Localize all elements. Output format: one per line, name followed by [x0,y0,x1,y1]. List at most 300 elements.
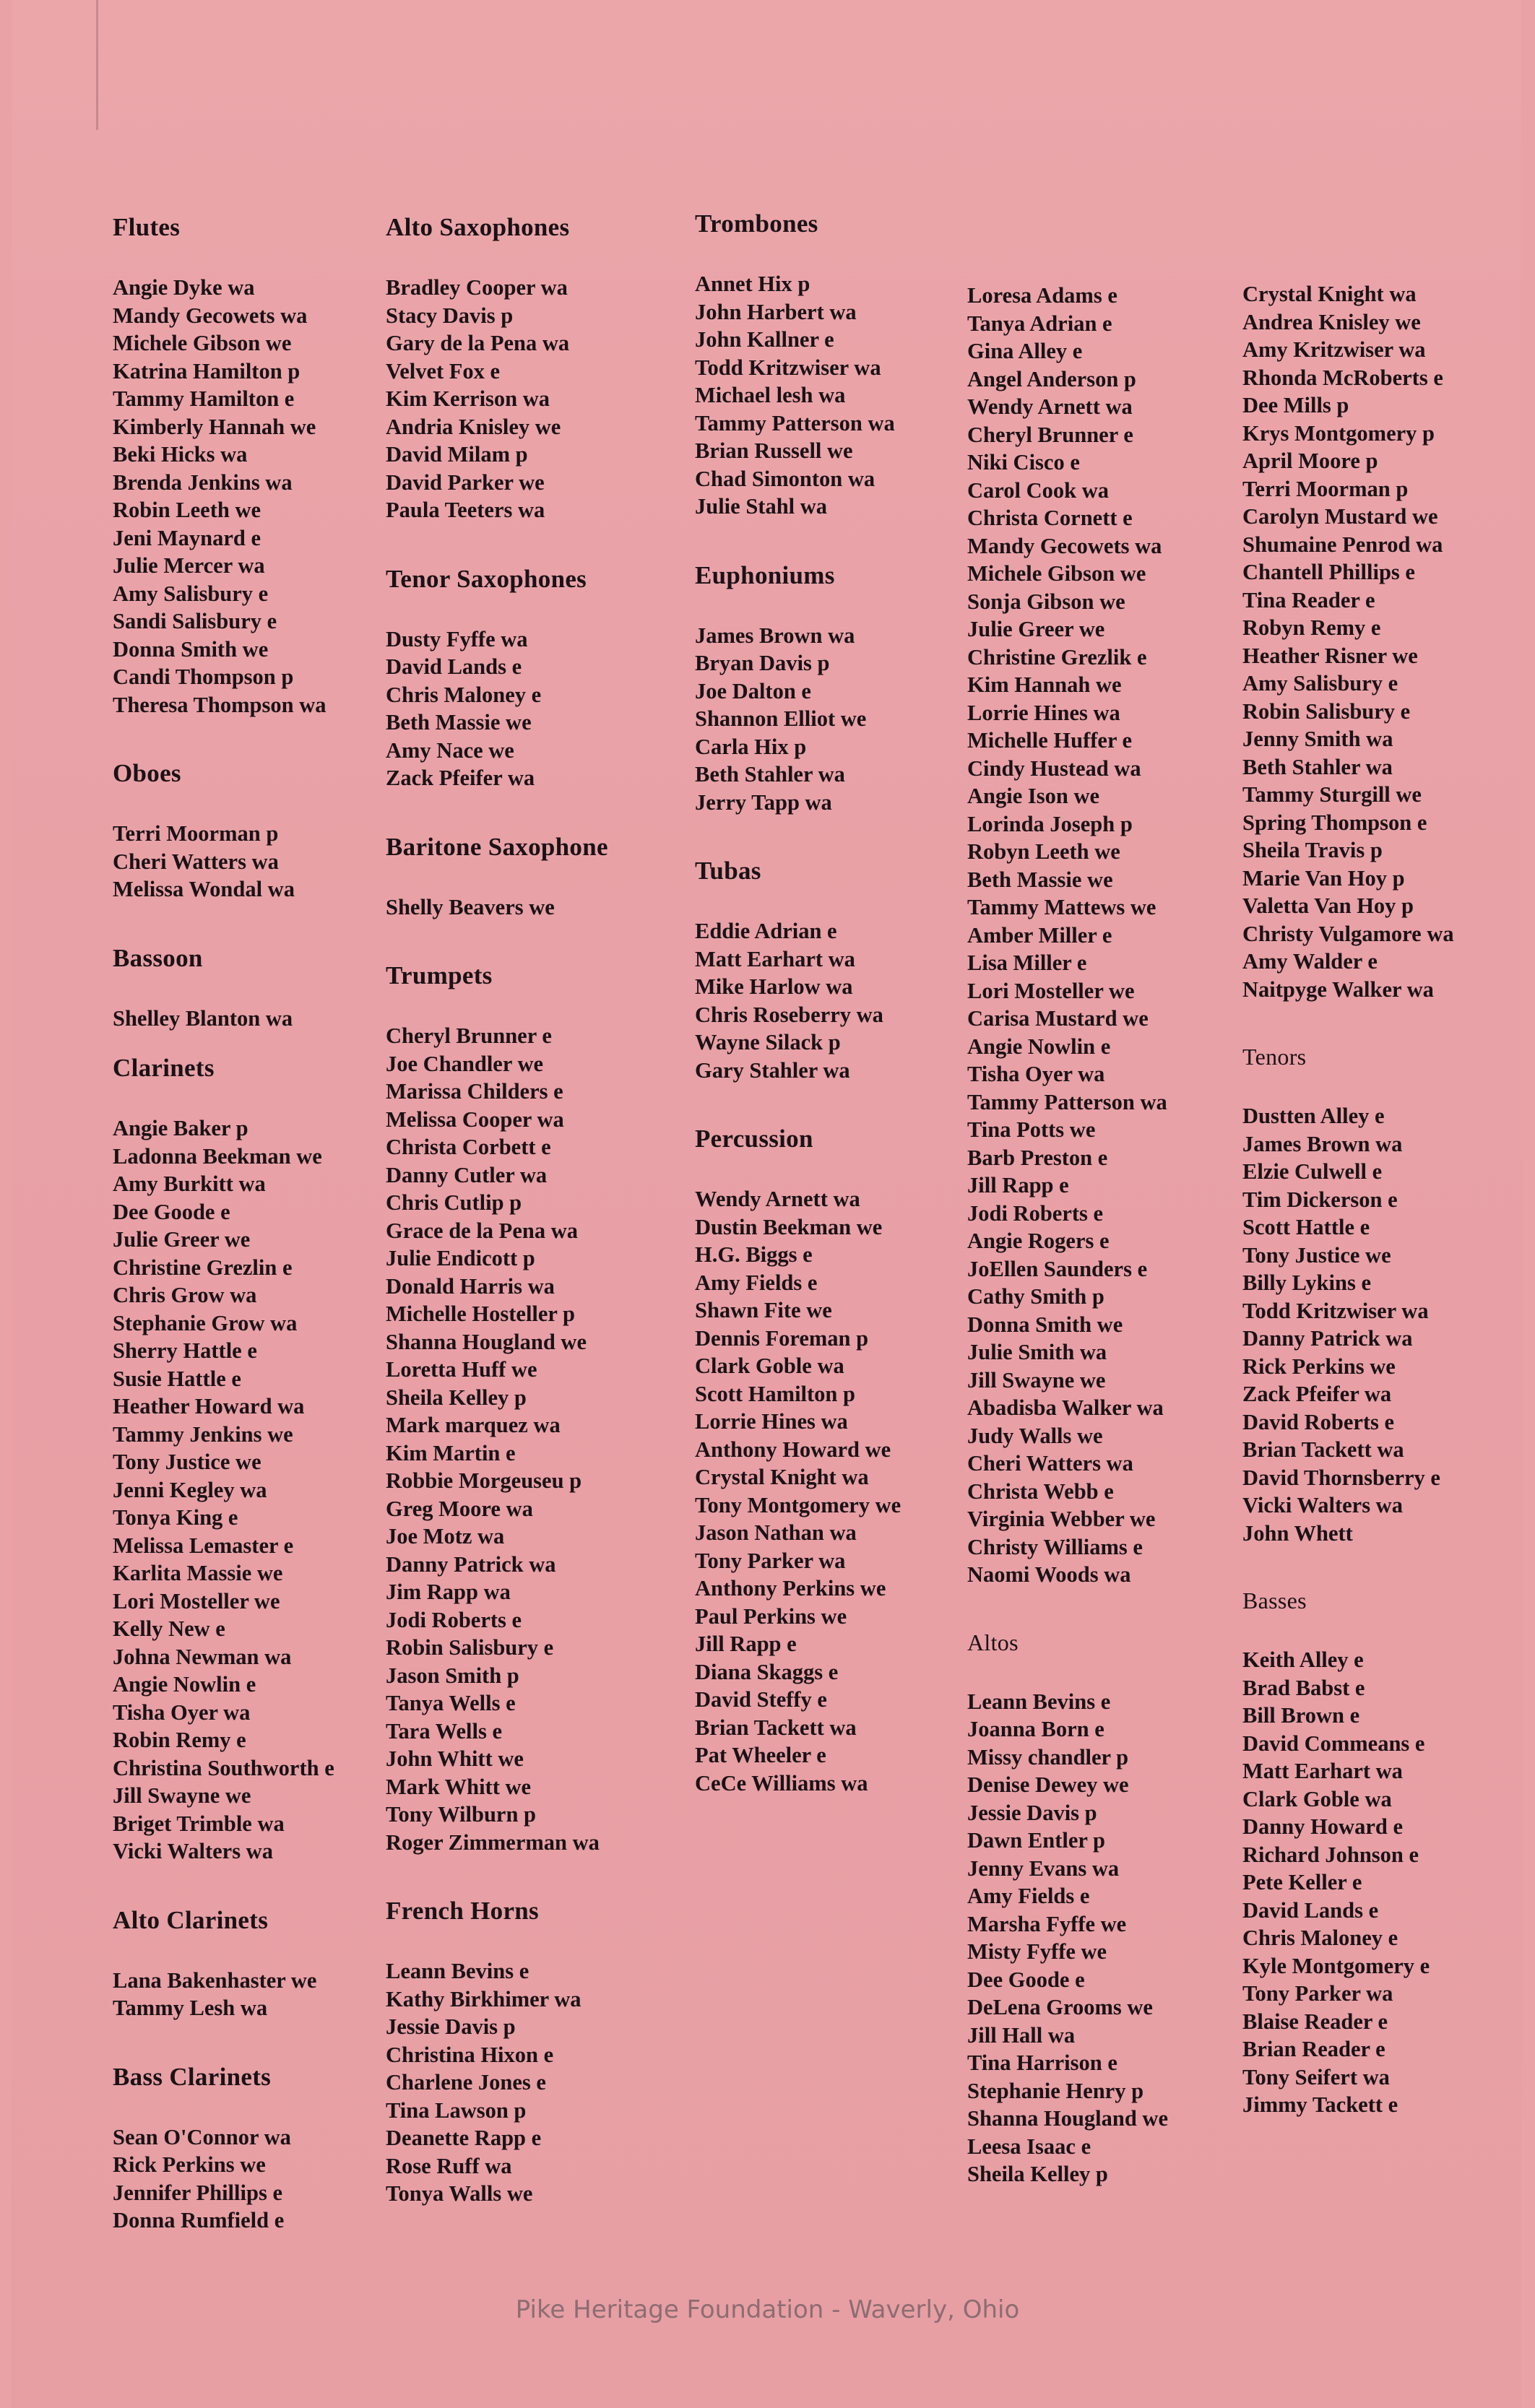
roster-name: Cheri Watters wa [967,1451,1133,1476]
roster-name: Lorinda Joseph p [967,811,1133,836]
roster-name: Tammy Hamilton e [113,386,295,411]
roster-name: Niki Cisco e [967,450,1080,475]
roster-name: Tammy Lesh wa [113,1996,268,2020]
roster-name: Christy Vulgamore wa [1242,921,1454,946]
name-list [695,270,977,521]
roster-name: Judy Walls we [967,1423,1103,1448]
column-2 [386,213,689,2208]
roster-name: Jason Nathan wa [695,1520,857,1545]
roster-name: Danny Patrick wa [1242,1326,1413,1351]
roster-name: David Roberts e [1242,1409,1395,1434]
roster-name: John Whitt we [386,1746,524,1771]
roster-name: Cheryl Brunner e [967,422,1133,447]
roster-name: Wendy Arnett wa [967,394,1133,419]
roster-name: Clark Goble wa [695,1354,844,1378]
roster-name: Sheila Kelley p [386,1385,527,1410]
roster-name: Julie Greer we [967,617,1105,641]
section-bass-clarinets [113,2063,387,2235]
roster-name: Tammy Mattews we [967,895,1156,919]
roster-name: Gary Stahler wa [695,1057,850,1083]
roster-name: Tony Justice we [113,1450,261,1474]
section-heading: Alto Clarinets [113,1905,269,1934]
roster-name: Candi Thompson p [113,664,294,689]
roster-name: Kelly New e [113,1616,225,1641]
roster-name: April Moore p [1242,449,1378,473]
roster-name: Scott Hamilton p [695,1381,855,1406]
roster-name: Misty Fyffe we [967,1939,1107,1964]
roster-name: Crystal Knight wa [695,1465,869,1489]
roster-name: Jessie Davis p [967,1800,1097,1825]
section-oboes [113,759,387,904]
roster-name: Tisha Oyer wa [967,1062,1105,1086]
roster-name: Terri Moorman p [1242,476,1409,501]
roster-name: Jill Rapp e [695,1632,797,1656]
name-list [386,893,689,922]
section-heading: Tubas [695,857,761,885]
section-sopranos [967,282,1253,1589]
roster-name: Mark marquez wa [386,1413,561,1437]
roster-name: Lisa Miller e [967,950,1087,975]
roster-name: Lori Mosteller we [113,1588,280,1614]
roster-name: Joe Chandler we [386,1051,544,1076]
column-1 [113,213,387,2235]
roster-name: Chad Simonton wa [695,466,875,491]
roster-name: Eddie Adrian e [695,919,837,943]
name-list [113,1005,387,1033]
roster-name: Deanette Rapp e [386,2126,542,2150]
roster-name: Greg Moore wa [386,1496,533,1521]
roster-sheet [12,0,1521,2408]
roster-name: Danny Patrick wa [386,1551,556,1577]
name-list [113,820,387,904]
roster-name: Michael lesh wa [695,383,846,407]
roster-name: Christa Cornett e [967,506,1133,530]
roster-name: Beki Hicks wa [113,442,248,467]
roster-name: Michele Gibson we [967,561,1146,586]
roster-name: Shelley Blanton wa [113,1005,293,1031]
roster-name: Sean O'Connor wa [113,2124,291,2149]
roster-name: Tammy Jenkins we [113,1421,293,1447]
roster-name: Tina Reader e [1242,587,1375,612]
roster-name: Tony Parker wa [695,1548,846,1573]
roster-name: Donna Smith we [967,1312,1123,1337]
roster-name: Joe Dalton e [695,678,811,703]
roster-name: JoEllen Saunders e [967,1256,1148,1281]
roster-name: Michelle Huffer e [967,728,1133,753]
roster-name: Tony Seifert wa [1242,2064,1390,2089]
section-trumpets [386,961,689,1856]
roster-name: Sandi Salisbury e [113,609,277,633]
roster-name: Leann Bevins e [967,1689,1111,1714]
roster-name: David Milam p [386,442,528,467]
roster-name: Denise Dewey we [967,1772,1129,1797]
roster-name: Keith Alley e [1242,1647,1364,1672]
roster-name: Mike Harlow wa [695,974,853,999]
name-list [695,622,977,817]
name-list [695,1185,977,1797]
roster-name: Tammy Patterson wa [695,410,895,436]
footer-credit: Pike Heritage Foundation - Waverly, Ohio [515,2295,1020,2324]
roster-name: Donna Smith we [113,636,269,662]
roster-name: Naomi Woods wa [967,1562,1131,1587]
section-french-horns [386,1897,689,2208]
roster-name: Amy Fields e [695,1270,818,1295]
roster-name: Tisha Oyer wa [113,1699,251,1725]
roster-name: Joe Motz wa [386,1524,505,1549]
roster-name: Danny Cutler wa [386,1162,548,1187]
name-list [386,1957,689,2208]
roster-name: Dustin Beekman we [695,1214,883,1239]
name-list [386,625,689,792]
roster-name: Annet Hix p [695,272,810,296]
roster-name: David Lands e [1242,1897,1379,1923]
section-heading: Bassoon [113,943,203,972]
roster-name: Jenny Smith wa [1242,727,1393,751]
section-baritone-saxophone [386,833,689,922]
roster-name: Roger Zimmerman wa [386,1829,600,1855]
roster-name: Carolyn Mustard we [1242,504,1438,529]
roster-name: Michele Gibson we [113,331,292,355]
roster-name: Amy Kritzwiser wa [1242,337,1426,362]
section-flutes [113,213,387,719]
roster-name: Julie Smith wa [967,1340,1107,1364]
roster-name: Shelly Beavers we [386,894,555,919]
roster-name: Scott Hattle e [1242,1215,1370,1239]
roster-name: Christa Corbett e [386,1135,551,1159]
roster-name: Donna Rumfield e [113,2208,285,2232]
section-alto-clarinets [113,1906,387,2022]
roster-name: Grace de la Pena wa [386,1218,578,1243]
roster-name: Cheryl Brunner e [386,1023,552,1048]
section-trombones [695,209,977,521]
roster-name: Bradley Cooper wa [386,275,568,300]
roster-name: Bryan Davis p [695,651,830,675]
roster-name: Loresa Adams e [967,283,1117,308]
roster-name: Cheri Watters wa [113,849,279,874]
section-heading: Basses [1242,1588,1307,1614]
roster-name: Zack Pfeifer wa [1242,1382,1392,1406]
roster-name: Tina Potts we [967,1117,1096,1142]
roster-name: Kimberly Hannah we [113,414,316,439]
roster-name: Tara Wells e [386,1718,502,1744]
roster-name: Brian Tackett wa [1242,1437,1404,1462]
roster-name: Heather Howard wa [113,1394,305,1419]
roster-name: Tony Montgomery we [695,1492,901,1517]
roster-name: Leesa Isaac e [967,2134,1091,2159]
roster-name: Brian Reader e [1242,2037,1385,2061]
roster-name: Lana Bakenhaster we [113,1967,317,1993]
roster-name: Tim Dickerson e [1242,1187,1398,1212]
roster-name: Danny Howard e [1242,1814,1403,1839]
roster-name: Shanna Hougland we [386,1329,587,1354]
roster-name: Angie Dyke wa [113,275,255,300]
roster-name: Charlene Jones e [386,2070,546,2095]
name-list [386,1022,689,1856]
roster-name: Rick Perkins we [1242,1354,1396,1379]
roster-name: Amy Burkitt wa [113,1171,266,1196]
roster-name: Jessie Davis p [386,2014,516,2039]
roster-name: Carol Cook wa [967,477,1110,503]
roster-name: Vicki Walters wa [113,1839,273,1863]
roster-name: Sheila Travis p [1242,838,1383,862]
roster-name: Todd Kritzwiser wa [695,355,881,380]
roster-name: Mandy Gecowets wa [967,533,1162,558]
roster-name: CeCe Williams wa [695,1770,868,1796]
section-heading: Clarinets [113,1054,215,1082]
roster-name: Zack Pfeifer wa [386,766,535,790]
section-heading: Flutes [113,213,181,241]
roster-name: David Parker we [386,469,545,495]
roster-name: Briget Trimble wa [113,1811,285,1836]
roster-name: Gina Alley e [967,339,1083,363]
roster-name: Virginia Webber we [967,1507,1156,1531]
roster-name: Shumaine Penrod wa [1242,532,1443,557]
roster-name: Beth Massie we [967,867,1113,892]
roster-name: Susie Hattle e [113,1366,241,1391]
section-heading: French Horns [386,1897,539,1925]
section-basses [1242,1588,1531,2119]
roster-name: Shanna Hougland we [967,2106,1168,2131]
roster-name: Jodi Roberts e [967,1200,1104,1226]
roster-name: Wayne Silack p [695,1030,841,1054]
section-heading: Alto Saxophones [386,213,570,241]
roster-name: Shannon Elliot we [695,706,867,731]
roster-name: Tony Parker wa [1242,1981,1393,2006]
roster-name: Chris Maloney e [386,682,542,707]
roster-name: Missy chandler p [967,1744,1129,1770]
roster-name: Christine Grezlin e [113,1255,293,1280]
section-heading: Trumpets [386,961,493,989]
roster-name: Anthony Perkins we [695,1576,886,1601]
roster-name: Jodi Roberts e [386,1607,522,1632]
section-clarinets [113,1054,387,1866]
roster-name: David Lands e [386,654,522,679]
roster-name: Amy Walder e [1242,949,1378,974]
roster-name: Dee Mills p [1242,393,1349,417]
roster-name: Julie Endicott p [386,1246,535,1270]
section-tenor-saxophones [386,565,689,792]
roster-name: Angel Anderson p [967,366,1136,391]
roster-name: Dennis Foreman p [695,1325,869,1351]
roster-name: Heather Risner we [1242,643,1418,668]
section-sopranos-continued [1242,280,1531,1003]
roster-name: Tony Wilburn p [386,1802,536,1827]
roster-name: Diana Skaggs e [695,1659,839,1684]
section-heading: Tenors [1242,1044,1307,1070]
roster-name: Marsha Fyffe we [967,1911,1127,1936]
roster-name: Michelle Hosteller p [386,1302,576,1326]
roster-name: Vicki Walters wa [1242,1493,1403,1517]
roster-name: John Whett [1242,1520,1353,1546]
roster-name: Jill Hall wa [967,2022,1076,2048]
roster-name: Pat Wheeler e [695,1743,826,1767]
roster-name: Robyn Leeth we [967,839,1120,864]
roster-name: Leann Bevins e [386,1959,529,1983]
roster-name: Tony Justice we [1242,1242,1391,1268]
roster-name: Kim Martin e [386,1440,516,1465]
section-heading: Trombones [695,209,818,238]
roster-name: Christy Williams e [967,1534,1143,1559]
name-list [1242,280,1531,1003]
name-list [1242,1646,1531,2119]
roster-name: Brian Tackett wa [695,1715,857,1740]
roster-name: Dawn Entler p [967,1828,1105,1853]
name-list [967,282,1253,1589]
roster-name: Robyn Remy e [1242,615,1381,640]
roster-name: Stephanie Henry p [967,2078,1144,2103]
roster-name: Naitpyge Walker wa [1242,976,1434,1002]
roster-name: Chantell Phillips e [1242,560,1415,584]
roster-name: Angie Rogers e [967,1229,1110,1253]
name-list [1242,1102,1531,1547]
roster-name: Anthony Howard we [695,1437,891,1462]
roster-name: Amber Miller e [967,922,1112,948]
roster-name: Brad Babst e [1242,1675,1365,1700]
roster-name: Rhonda McRoberts e [1242,365,1443,390]
roster-name: Rose Ruff wa [386,2153,512,2178]
name-list [967,1688,1253,2188]
roster-name: Jill Swayne we [967,1367,1106,1393]
roster-name: Richard Johnson e [1242,1842,1419,1867]
roster-name: Pete Keller e [1242,1870,1362,1894]
roster-name: Melissa Cooper wa [386,1106,564,1132]
roster-name: Christina Southworth e [113,1755,334,1780]
roster-name: Paul Perkins we [695,1603,847,1629]
section-heading: Oboes [113,759,181,787]
roster-name: Robin Salisbury e [1242,698,1411,724]
section-alto-saxophones [386,213,689,524]
roster-name: Amy Nace we [386,737,514,763]
roster-name: Tanya Wells e [386,1691,516,1715]
roster-name: James Brown wa [695,623,855,648]
roster-name: Andria Knisley we [386,414,561,439]
roster-name: David Commeans e [1242,1731,1425,1756]
roster-name: Cindy Hustead wa [967,755,1141,781]
section-heading: Baritone Saxophone [386,832,608,861]
roster-name: Julie Mercer wa [113,553,265,578]
roster-name: Lorrie Hines wa [695,1409,848,1434]
roster-name: Beth Massie we [386,710,532,735]
section-euphoniums [695,561,977,817]
roster-name: Robin Leeth we [113,498,261,522]
roster-name: H.G. Biggs e [695,1242,813,1267]
roster-name: Angie Ison we [967,784,1100,808]
roster-name: David Thornsberry e [1242,1465,1440,1490]
roster-name: Lorrie Hines wa [967,700,1120,725]
roster-name: Loretta Huff we [386,1357,537,1382]
roster-name: Tina Harrison e [967,2050,1117,2075]
roster-name: Matt Earhart wa [1242,1759,1403,1783]
roster-name: Melissa Wondal wa [113,877,295,901]
roster-name: Kyle Montgomery e [1242,1953,1430,1978]
roster-name: Angie Baker p [113,1116,248,1140]
roster-name: Todd Kritzwiser wa [1242,1298,1429,1323]
roster-name: Blaise Reader e [1242,2009,1388,2034]
section-bassoon [113,944,387,1033]
roster-name: Beth Stahler wa [1242,754,1393,779]
roster-name: Dee Goode e [113,1199,230,1224]
section-heading: Altos [967,1629,1019,1655]
roster-name: Julie Stahl wa [695,494,828,519]
roster-name: Dee Goode e [967,1967,1085,1992]
roster-name: Tammy Patterson wa [967,1089,1167,1114]
roster-name: Theresa Thompson wa [113,692,327,717]
paper-crease [96,0,98,130]
roster-name: Sherry Hattle e [113,1338,257,1363]
roster-name: Amy Salisbury e [1242,671,1398,696]
roster-name: Rick Perkins we [113,2152,266,2177]
roster-name: Johna Newman wa [113,1644,292,1669]
roster-name: Cathy Smith p [967,1284,1104,1309]
roster-name: Karlita Massie we [113,1561,283,1585]
roster-name: Clark Goble wa [1242,1786,1392,1811]
roster-name: Kim Hannah we [967,672,1122,697]
roster-name: Tonya Walls we [386,2181,533,2206]
roster-name: Stephanie Grow wa [113,1310,298,1335]
roster-name: Jerry Tapp wa [695,789,832,815]
roster-name: Abadisba Walker wa [967,1395,1164,1420]
roster-name: Marissa Childers e [386,1079,563,1104]
roster-name: Brenda Jenkins wa [113,469,293,495]
section-heading: Tenor Saxophones [386,564,587,593]
section-heading: Percussion [695,1125,813,1153]
column-4-sopranos [967,282,1253,2188]
roster-name: Tonya King e [113,1505,238,1530]
name-list [113,1967,387,2022]
roster-name: Melissa Lemaster e [113,1533,294,1558]
column-3 [695,209,977,1797]
roster-name: Amy Salisbury e [113,581,269,606]
roster-name: Chris Maloney e [1242,1926,1398,1950]
roster-name: Christine Grezlik e [967,644,1147,670]
roster-name: Spring Thompson e [1242,810,1427,835]
roster-name: Terri Moorman p [113,821,279,846]
roster-name: Shawn Fite we [695,1298,832,1322]
roster-name: Jennifer Phillips e [113,2180,282,2205]
roster-name: Dusty Fyffe wa [386,626,528,651]
roster-name: Jill Rapp e [967,1173,1069,1197]
roster-name: Valetta Van Hoy p [1242,893,1414,918]
roster-name: Angie Nowlin e [113,1672,256,1697]
section-percussion [695,1125,977,1797]
roster-name: Sonja Gibson we [967,589,1125,614]
roster-name: David Steffy e [695,1687,827,1712]
roster-name: Tammy Sturgill we [1242,782,1422,807]
roster-name: Julie Greer we [113,1227,251,1252]
roster-name: Jim Rapp wa [386,1580,511,1604]
roster-name: Jeni Maynard e [113,525,261,550]
roster-name: John Harbert wa [695,299,857,324]
roster-name: Tanya Adrian e [967,311,1112,336]
roster-name: Mark Whitt we [386,1774,532,1799]
roster-name: Crystal Knight wa [1242,282,1417,306]
roster-name: Billy Lykins e [1242,1270,1371,1295]
roster-name: Krys Montgomery p [1242,420,1435,446]
roster-name: Marie Van Hoy p [1242,865,1405,891]
roster-name: Brian Russell we [695,438,853,463]
roster-name: Matt Earhart wa [695,946,855,971]
roster-name: Amy Fields e [967,1884,1090,1908]
roster-name: Lori Mosteller we [967,978,1135,1003]
roster-name: Gary de la Pena wa [386,331,570,355]
roster-name: Chris Grow wa [113,1283,257,1307]
section-tenors [1242,1044,1531,1547]
roster-name: Dustten Alley e [1242,1104,1385,1128]
roster-name: Chris Roseberry wa [695,1002,883,1027]
roster-name: Carla Hix p [695,734,807,759]
roster-name: Christina Hixon e [386,2042,554,2067]
roster-name: Paula Teeters wa [386,498,545,522]
